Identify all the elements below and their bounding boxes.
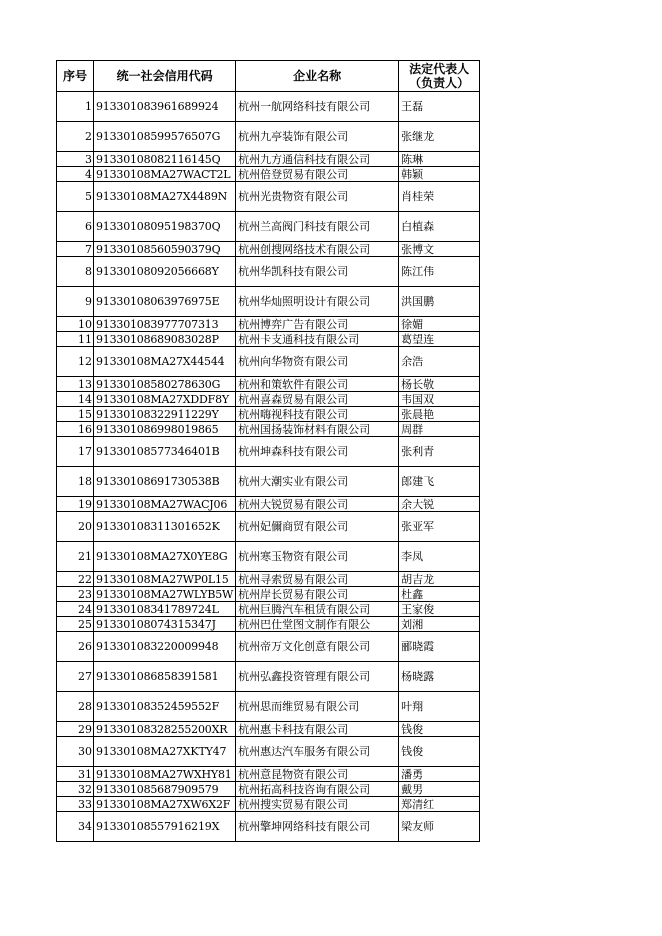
cell-company-name: 杭州向华物资有限公司 xyxy=(236,347,399,377)
cell-serial: 24 xyxy=(57,602,94,617)
cell-legal-rep: 钱俊 xyxy=(399,737,480,767)
cell-company-name: 杭州创搜网络技术有限公司 xyxy=(236,242,399,257)
cell-serial: 6 xyxy=(57,212,94,242)
table-row xyxy=(57,692,480,722)
cell-company-name: 杭州惠达汽车服务有限公司 xyxy=(236,737,399,767)
cell-company-name: 杭州兰高阀门科技有限公司 xyxy=(236,212,399,242)
cell-company-name: 杭州坤森科技有限公司 xyxy=(236,437,399,467)
cell-serial: 9 xyxy=(57,287,94,317)
cell-serial: 21 xyxy=(57,542,94,572)
cell-credit-code: 913301086998019865 xyxy=(94,422,236,437)
cell-legal-rep: 白植森 xyxy=(399,212,480,242)
cell-company-name: 杭州拓高科技咨询有限公司 xyxy=(236,782,399,797)
cell-legal-rep: 钱俊 xyxy=(399,722,480,737)
cell-serial: 23 xyxy=(57,587,94,602)
table-body xyxy=(57,92,480,842)
table-row xyxy=(57,497,480,512)
cell-credit-code: 913301083220009948 xyxy=(94,632,236,662)
table-row xyxy=(57,317,480,332)
cell-serial: 27 xyxy=(57,662,94,692)
cell-legal-rep: 杨长敬 xyxy=(399,377,480,392)
cell-serial: 12 xyxy=(57,347,94,377)
cell-company-name: 杭州岸长贸易有限公司 xyxy=(236,587,399,602)
cell-serial: 18 xyxy=(57,467,94,497)
cell-serial: 30 xyxy=(57,737,94,767)
cell-company-name: 杭州和策软件有限公司 xyxy=(236,377,399,392)
table-row xyxy=(57,797,480,812)
table-row xyxy=(57,767,480,782)
cell-company-name: 杭州大锐贸易有限公司 xyxy=(236,497,399,512)
cell-credit-code: 913301086858391581 xyxy=(94,662,236,692)
cell-serial: 16 xyxy=(57,422,94,437)
cell-serial: 32 xyxy=(57,782,94,797)
cell-company-name: 杭州意昆物资有限公司 xyxy=(236,767,399,782)
cell-company-name: 杭州寒玉物资有限公司 xyxy=(236,542,399,572)
cell-serial: 20 xyxy=(57,512,94,542)
table-row xyxy=(57,602,480,617)
cell-legal-rep: 张亚军 xyxy=(399,512,480,542)
cell-credit-code: 91330108689083028P xyxy=(94,332,236,347)
cell-serial: 34 xyxy=(57,812,94,842)
table-row xyxy=(57,122,480,152)
cell-serial: 25 xyxy=(57,617,94,632)
cell-legal-rep: 郦晓霞 xyxy=(399,632,480,662)
cell-serial: 4 xyxy=(57,167,94,182)
cell-credit-code: 91330108557916219X xyxy=(94,812,236,842)
cell-serial: 1 xyxy=(57,92,94,122)
header-serial: 序号 xyxy=(57,61,94,92)
cell-credit-code: 91330108MA27X4489N xyxy=(94,182,236,212)
cell-company-name: 杭州大潮实业有限公司 xyxy=(236,467,399,497)
cell-legal-rep: 周群 xyxy=(399,422,480,437)
cell-legal-rep: 杨晓露 xyxy=(399,662,480,692)
table-row xyxy=(57,542,480,572)
cell-serial: 11 xyxy=(57,332,94,347)
cell-serial: 15 xyxy=(57,407,94,422)
cell-legal-rep: 刘湘 xyxy=(399,617,480,632)
cell-company-name: 杭州嗨视科技有限公司 xyxy=(236,407,399,422)
cell-company-name: 杭州九亭装饰有限公司 xyxy=(236,122,399,152)
table-row xyxy=(57,722,480,737)
cell-serial: 17 xyxy=(57,437,94,467)
table-row xyxy=(57,512,480,542)
header-credit-code: 统一社会信用代码 xyxy=(94,61,236,92)
table-row xyxy=(57,407,480,422)
cell-serial: 29 xyxy=(57,722,94,737)
table-row xyxy=(57,572,480,587)
cell-serial: 19 xyxy=(57,497,94,512)
table-row xyxy=(57,182,480,212)
table-row xyxy=(57,422,480,437)
cell-credit-code: 913301085687909579 xyxy=(94,782,236,797)
cell-legal-rep: 余浩 xyxy=(399,347,480,377)
cell-serial: 33 xyxy=(57,797,94,812)
cell-credit-code: 91330108MA27X0YE8G xyxy=(94,542,236,572)
cell-serial: 5 xyxy=(57,182,94,212)
cell-legal-rep: 张继龙 xyxy=(399,122,480,152)
cell-company-name: 杭州博弈广告有限公司 xyxy=(236,317,399,332)
cell-credit-code: 91330108082116145Q xyxy=(94,152,236,167)
header-company-name: 企业名称 xyxy=(236,61,399,92)
table-row xyxy=(57,737,480,767)
cell-serial: 3 xyxy=(57,152,94,167)
table-row xyxy=(57,632,480,662)
cell-credit-code: 913301083961689924 xyxy=(94,92,236,122)
table-row xyxy=(57,587,480,602)
cell-legal-rep: 郎建飞 xyxy=(399,467,480,497)
cell-legal-rep: 韩颖 xyxy=(399,167,480,182)
cell-legal-rep: 陈江伟 xyxy=(399,257,480,287)
cell-company-name: 杭州巴仕堂图文制作有限公 xyxy=(236,617,399,632)
cell-credit-code: 91330108MA27WLYB5W xyxy=(94,587,236,602)
table-row xyxy=(57,662,480,692)
cell-legal-rep: 肖桂荣 xyxy=(399,182,480,212)
cell-credit-code: 91330108691730538B xyxy=(94,467,236,497)
cell-credit-code: 91330108MA27X44544 xyxy=(94,347,236,377)
cell-legal-rep: 李凤 xyxy=(399,542,480,572)
cell-credit-code: 91330108074315347J xyxy=(94,617,236,632)
cell-legal-rep: 葛望连 xyxy=(399,332,480,347)
cell-serial: 14 xyxy=(57,392,94,407)
cell-company-name: 杭州国扬装饰材料有限公司 xyxy=(236,422,399,437)
cell-credit-code: 91330108580278630G xyxy=(94,377,236,392)
cell-legal-rep: 张利青 xyxy=(399,437,480,467)
table-row xyxy=(57,392,480,407)
cell-legal-rep: 余大锐 xyxy=(399,497,480,512)
cell-legal-rep: 叶翔 xyxy=(399,692,480,722)
cell-credit-code: 91330108341789724L xyxy=(94,602,236,617)
cell-legal-rep: 张晨艳 xyxy=(399,407,480,422)
table-row xyxy=(57,92,480,122)
cell-serial: 13 xyxy=(57,377,94,392)
cell-credit-code: 91330108560590379Q xyxy=(94,242,236,257)
cell-serial: 26 xyxy=(57,632,94,662)
cell-company-name: 杭州帝万文化创意有限公司 xyxy=(236,632,399,662)
cell-company-name: 杭州一航网络科技有限公司 xyxy=(236,92,399,122)
cell-credit-code: 913301083977707313 xyxy=(94,317,236,332)
cell-credit-code: 91330108MA27WP0L15 xyxy=(94,572,236,587)
cell-legal-rep: 王家俊 xyxy=(399,602,480,617)
cell-company-name: 杭州九方通信科技有限公司 xyxy=(236,152,399,167)
table-row xyxy=(57,437,480,467)
cell-company-name: 杭州喜森贸易有限公司 xyxy=(236,392,399,407)
header-row xyxy=(57,61,480,92)
cell-credit-code: 91330108328255200XR xyxy=(94,722,236,737)
table-row xyxy=(57,257,480,287)
table-row xyxy=(57,242,480,257)
cell-legal-rep: 潘勇 xyxy=(399,767,480,782)
cell-company-name: 杭州卡支通科技有限公司 xyxy=(236,332,399,347)
cell-serial: 31 xyxy=(57,767,94,782)
cell-serial: 2 xyxy=(57,122,94,152)
table-row xyxy=(57,812,480,842)
table-row xyxy=(57,152,480,167)
table-row xyxy=(57,347,480,377)
cell-credit-code: 91330108092056668Y xyxy=(94,257,236,287)
cell-legal-rep: 戴男 xyxy=(399,782,480,797)
header-legal-rep: 法定代表人（负责人） xyxy=(399,61,480,92)
cell-legal-rep: 韦国双 xyxy=(399,392,480,407)
table-row xyxy=(57,332,480,347)
table-row xyxy=(57,167,480,182)
cell-legal-rep: 徐媚 xyxy=(399,317,480,332)
cell-company-name: 杭州倍登贸易有限公司 xyxy=(236,167,399,182)
cell-legal-rep: 郑清红 xyxy=(399,797,480,812)
cell-credit-code: 91330108352459552F xyxy=(94,692,236,722)
cell-credit-code: 91330108MA27XDDF8Y xyxy=(94,392,236,407)
cell-legal-rep: 梁友师 xyxy=(399,812,480,842)
cell-credit-code: 91330108MA27XW6X2F xyxy=(94,797,236,812)
cell-company-name: 杭州巨腾汽车租赁有限公司 xyxy=(236,602,399,617)
cell-credit-code: 91330108MA27XKTY47 xyxy=(94,737,236,767)
table-row xyxy=(57,467,480,497)
cell-company-name: 杭州弘鑫投资管理有限公司 xyxy=(236,662,399,692)
cell-serial: 10 xyxy=(57,317,94,332)
cell-legal-rep: 张博文 xyxy=(399,242,480,257)
cell-legal-rep: 陈琳 xyxy=(399,152,480,167)
cell-credit-code: 91330108311301652K xyxy=(94,512,236,542)
cell-company-name: 杭州搜实贸易有限公司 xyxy=(236,797,399,812)
cell-company-name: 杭州擎坤网络科技有限公司 xyxy=(236,812,399,842)
cell-company-name: 杭州妃儞商贸有限公司 xyxy=(236,512,399,542)
cell-company-name: 杭州光贵物资有限公司 xyxy=(236,182,399,212)
cell-credit-code: 91330108577346401B xyxy=(94,437,236,467)
table-row xyxy=(57,212,480,242)
table-row xyxy=(57,617,480,632)
table-row xyxy=(57,287,480,317)
cell-credit-code: 91330108322911229Y xyxy=(94,407,236,422)
cell-legal-rep: 杜鑫 xyxy=(399,587,480,602)
cell-company-name: 杭州华灿照明设计有限公司 xyxy=(236,287,399,317)
cell-legal-rep: 胡吉龙 xyxy=(399,572,480,587)
cell-serial: 7 xyxy=(57,242,94,257)
table-row xyxy=(57,782,480,797)
table-row xyxy=(57,377,480,392)
cell-credit-code: 91330108MA27WXHY81 xyxy=(94,767,236,782)
cell-credit-code: 91330108MA27WACJ06 xyxy=(94,497,236,512)
cell-credit-code: 91330108599576507G xyxy=(94,122,236,152)
cell-company-name: 杭州惠卡科技有限公司 xyxy=(236,722,399,737)
cell-company-name: 杭州寻索贸易有限公司 xyxy=(236,572,399,587)
cell-serial: 28 xyxy=(57,692,94,722)
cell-legal-rep: 王磊 xyxy=(399,92,480,122)
cell-serial: 8 xyxy=(57,257,94,287)
cell-company-name: 杭州华凯科技有限公司 xyxy=(236,257,399,287)
cell-credit-code: 91330108MA27WACT2L xyxy=(94,167,236,182)
enterprise-table xyxy=(56,60,480,842)
cell-credit-code: 91330108063976975E xyxy=(94,287,236,317)
cell-company-name: 杭州思而维贸易有限公司 xyxy=(236,692,399,722)
cell-serial: 22 xyxy=(57,572,94,587)
cell-legal-rep: 洪国鹏 xyxy=(399,287,480,317)
cell-credit-code: 91330108095198370Q xyxy=(94,212,236,242)
